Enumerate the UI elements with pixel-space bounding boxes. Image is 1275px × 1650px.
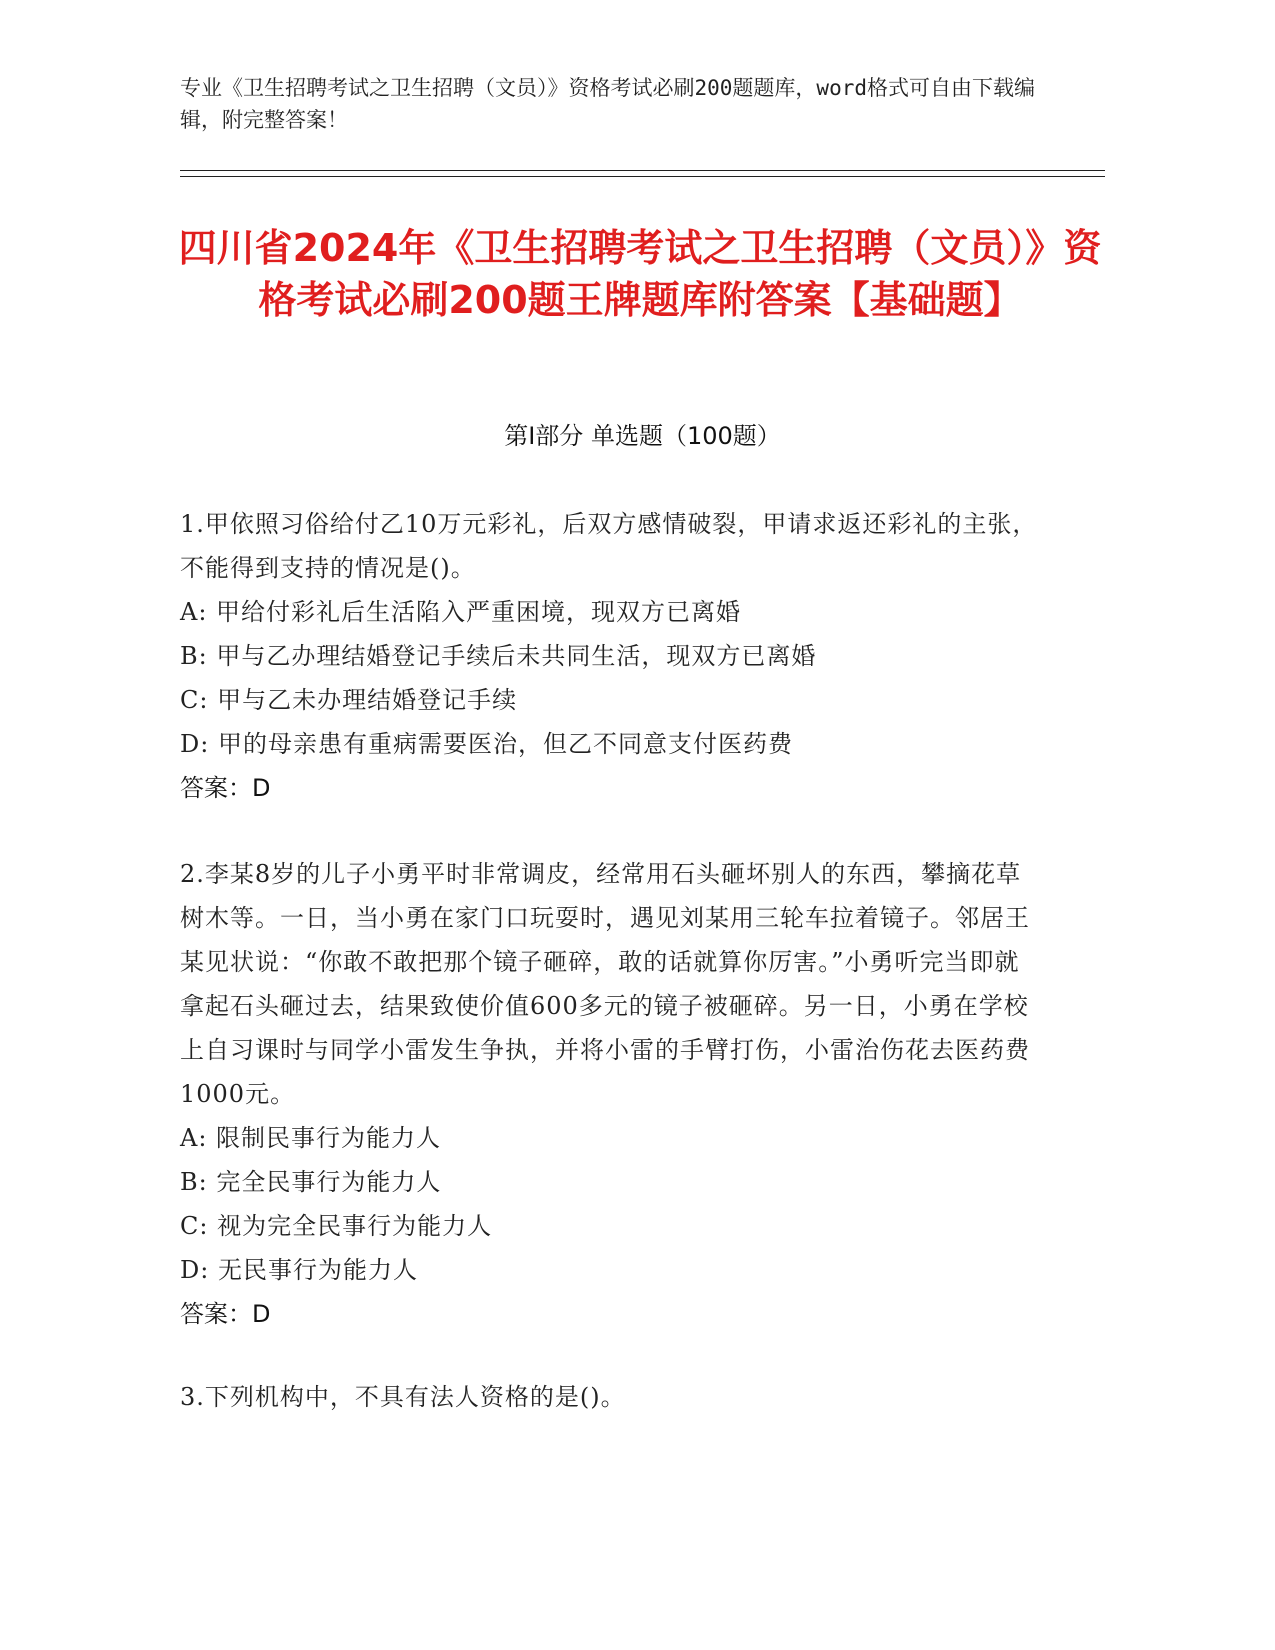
document-title: 四川省2024年《卫生招聘考试之卫生招聘（文员）》资格考试必刷200题王牌题库附答案【基础题】 [178, 226, 1102, 322]
option-a: A: 限制民事行为能力人 [180, 1124, 442, 1152]
option-c: C: 甲与乙未办理结婚登记手续 [180, 686, 518, 714]
section-title: 第I部分 单选题（100题） [504, 422, 781, 450]
option-c: C: 视为完全民事行为能力人 [180, 1212, 493, 1240]
option-a: A: 甲给付彩礼后生活陷入严重困境，现双方已离婚 [180, 598, 742, 626]
question-stem: 3.下列机构中，不具有法人资格的是()。 [180, 1383, 626, 1411]
answer-label: 答案：D [180, 774, 271, 802]
question-2 [180, 852, 1040, 1336]
header-divider-bottom [180, 176, 1105, 177]
question-stem: 1.甲依照习俗给付乙10万元彩礼，后双方感情破裂，甲请求返还彩礼的主张，不能得到支持的情况是()。 [180, 510, 1038, 582]
header-divider-top [180, 170, 1105, 171]
question-3 [180, 1375, 1040, 1419]
option-d: D: 甲的母亲患有重病需要医治，但乙不同意支付医药费 [180, 730, 793, 758]
option-b: B: 甲与乙办理结婚登记手续后未共同生活，现双方已离婚 [180, 642, 817, 670]
option-b: B: 完全民事行为能力人 [180, 1168, 442, 1196]
header-note: 专业《卫生招聘考试之卫生招聘（文员）》资格考试必刷200题题库，word格式可自由下载编辑，附完整答案！ [180, 76, 1035, 132]
question-stem: 2.李某8岁的儿子小勇平时非常调皮，经常用石头砸坏别人的东西，攀摘花草树木等。一日，当小勇在家门口玩耍时，遇见刘某用三轮车拉着镜子。邻居王某见状说：“你敢不敢把那个镜子砸碎，敢的话就算你厉害。”小勇听完当即就拿起石头砸过去，结果致使价值600多元的镜子被砸碎。另一日，小勇在学校上自习课时与同学小雷发生争执，并将小雷的手臂打伤，小雷治伤花去医药费1000元。 [180, 860, 1030, 1108]
option-d: D: 无民事行为能力人 [180, 1256, 418, 1284]
question-1 [180, 502, 1040, 810]
answer-label: 答案：D [180, 1300, 271, 1328]
